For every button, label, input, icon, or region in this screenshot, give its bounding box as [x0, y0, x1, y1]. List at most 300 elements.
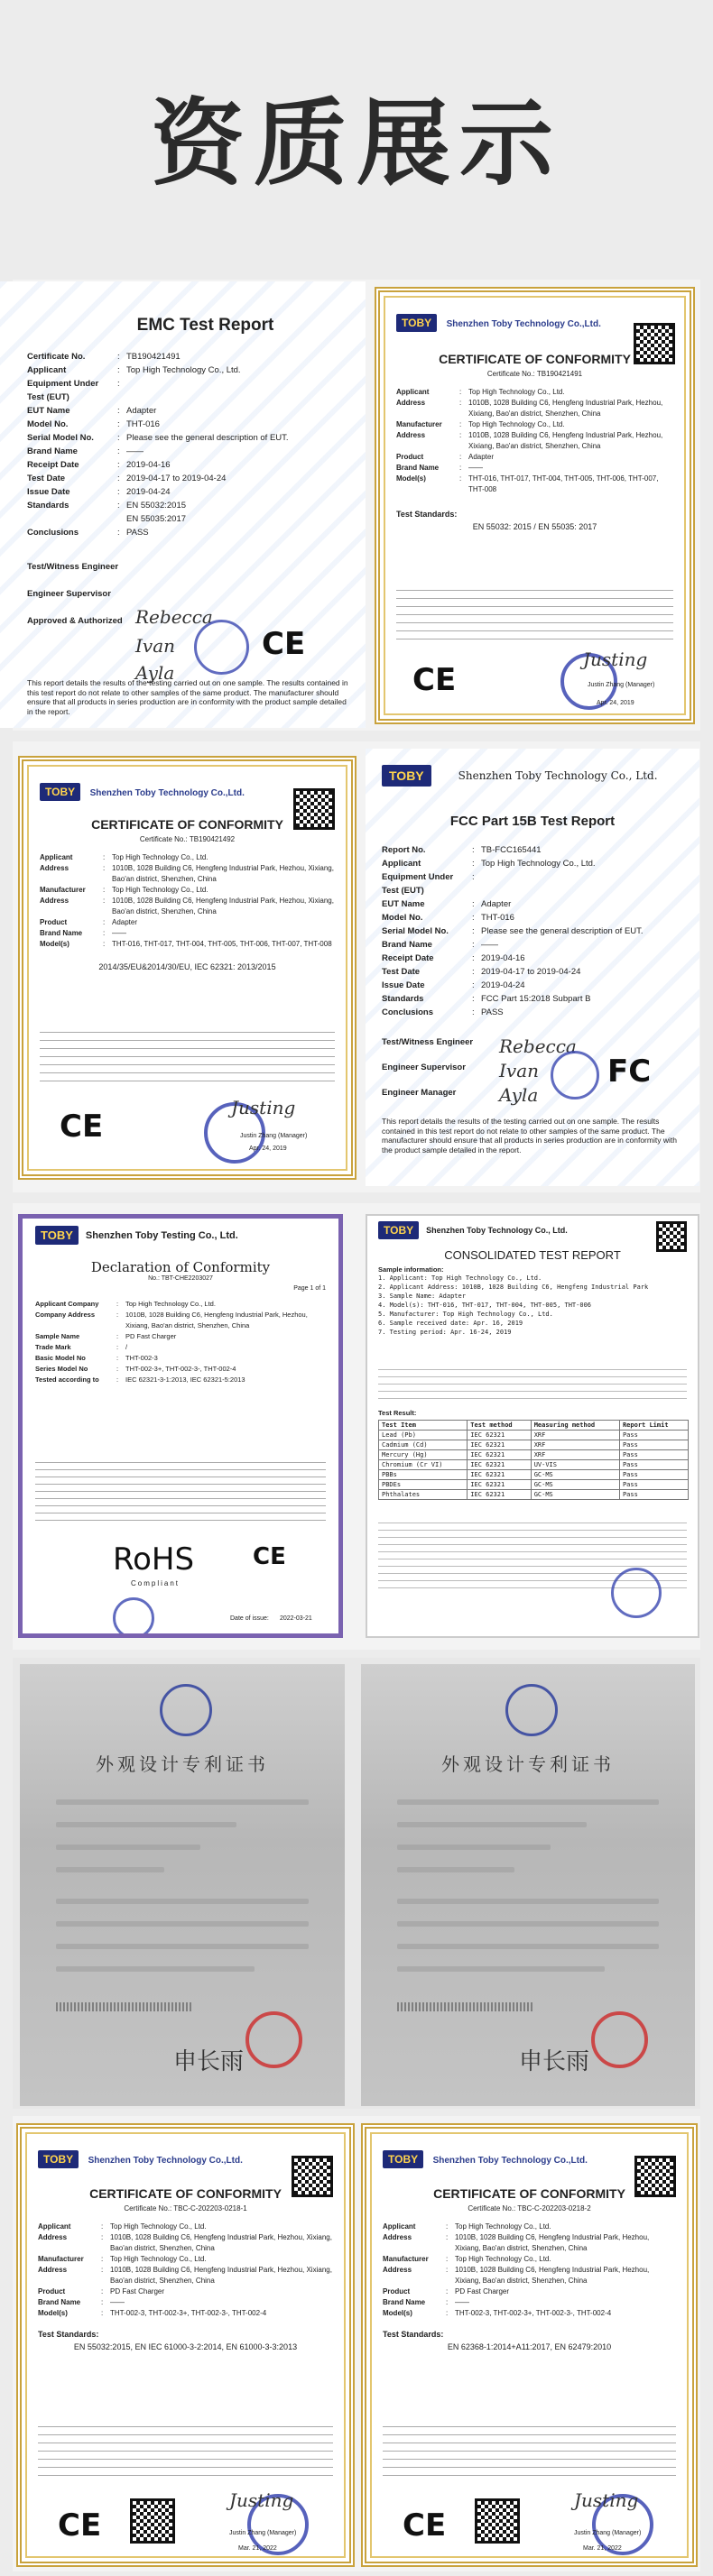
- field-row: [27, 512, 347, 526]
- doc-fields: [35, 1299, 326, 1385]
- field-row: Issue Date : 2019-04-24: [382, 979, 683, 992]
- coc-1-date: Apr. 24, 2019: [597, 700, 634, 706]
- coc-3-ce-mark: CE: [58, 2507, 102, 2544]
- field-row: Address : 1010B, 1028 Building C6, Hengfeng Industrial Park, Hezhou, Xixiang, Bao'an district, Shenzhen, China: [396, 398, 673, 419]
- field-row: EUT Name : Adapter: [27, 404, 347, 418]
- field-value: Adapter: [468, 453, 495, 461]
- table-cell: Mercury (Hg): [379, 1450, 468, 1460]
- toby-logo: TOBY: [40, 783, 80, 801]
- coc-1-signer: Justin Zhang (Manager): [588, 682, 655, 688]
- field-row: Model(s) : THT-002-3, THT-002-3+, THT-002-3-, THT-002-4: [38, 2308, 333, 2319]
- field-label: Brand Name: [40, 929, 83, 937]
- field-label: Brand Name: [27, 446, 78, 456]
- emc-seal: [194, 620, 249, 675]
- patent-2-line: [397, 1944, 659, 1949]
- field-row: Applicant : Top High Technology Co., Ltd.: [383, 2222, 676, 2232]
- ctr-title: CONSOLIDATED TEST REPORT: [444, 1248, 621, 1262]
- patent-2-line: [397, 1921, 659, 1927]
- table-cell: Pass: [619, 1480, 688, 1490]
- table-cell: UV-VIS: [531, 1460, 619, 1470]
- field-label: Model No.: [27, 419, 69, 429]
- field-label: Manufacturer: [396, 420, 442, 428]
- field-value: Adapter: [481, 899, 512, 909]
- field-label: Manufacturer: [383, 2255, 429, 2263]
- field-label: Address: [38, 2266, 68, 2274]
- field-label: Issue Date: [27, 487, 70, 497]
- field-value: THT-002-3, THT-002-3+, THT-002-3-, THT-002-4: [455, 2309, 612, 2317]
- field-label: Applicant: [382, 859, 421, 869]
- field-value: Top High Technology Co., Ltd.: [481, 859, 596, 869]
- coc-2-company: Shenzhen Toby Technology Co.,Ltd.: [89, 788, 245, 798]
- table-cell: XRF: [531, 1431, 619, 1440]
- qr-code: [292, 2156, 333, 2197]
- field-label: Address: [396, 399, 426, 407]
- coc-3-body-text: [38, 2426, 333, 2480]
- sample-line: 3. Sample Name: Adapter: [378, 1293, 466, 1300]
- field-value: THT-016, THT-017, THT-004, THT-005, THT-006, THT-007, THT-008: [468, 474, 659, 493]
- field-label: Applicant: [40, 853, 73, 861]
- emc-signature-1: Rebecca: [135, 606, 213, 628]
- emc-supervisor-label: Engineer Supervisor: [27, 589, 111, 599]
- coc-3: [16, 2123, 355, 2567]
- field-value: PASS: [481, 1007, 504, 1017]
- patent-2-line: [397, 1899, 659, 1904]
- field-row: Brand Name : ——: [396, 463, 673, 474]
- field-label: Product: [38, 2287, 66, 2295]
- doc-company: Shenzhen Toby Testing Co., Ltd.: [85, 1229, 238, 1241]
- field-value: Top High Technology Co., Ltd.: [112, 886, 208, 894]
- patent-2-barcode: [397, 2002, 532, 2011]
- field-label: Model(s): [38, 2309, 68, 2317]
- field-row: Product : Adapter: [40, 917, 335, 928]
- sample-line: 1. Applicant: Top High Technology Co., Ltd.: [378, 1274, 542, 1282]
- field-label: Brand Name: [383, 2298, 426, 2306]
- doc-date-label: Date of issue:: [230, 1615, 269, 1622]
- coc-1-ce-mark: CE: [412, 662, 457, 698]
- field-value: Top High Technology Co., Ltd.: [468, 420, 565, 428]
- field-row: Address : 1010B, 1028 Building C6, Hengfeng Industrial Park, Hezhou, Xixiang, Bao'an district, Shenzhen, China: [383, 2265, 676, 2286]
- coc-1-signature: Justing: [583, 649, 648, 670]
- table-header-row: [379, 1421, 689, 1431]
- field-label: Manufacturer: [38, 2255, 84, 2263]
- doc-date: 2022-03-21: [280, 1615, 312, 1622]
- toby-logo: TOBY: [38, 2150, 79, 2168]
- coc-1-title: CERTIFICATE OF CONFORMITY: [439, 352, 631, 366]
- table-cell: Pass: [619, 1431, 688, 1440]
- table-cell: IEC 62321: [468, 1460, 531, 1470]
- coc-2-signer: Justin Zhang (Manager): [240, 1133, 308, 1139]
- field-value: 1010B, 1028 Building C6, Hengfeng Industrial Park, Hezhou, Xixiang, Bao'an district, Shenzhen, China: [110, 2266, 332, 2285]
- field-row: Address : 1010B, 1028 Building C6, Hengfeng Industrial Park, Hezhou, Xixiang, Bao'an district, Shenzhen, China: [38, 2266, 332, 2285]
- coc-2-body-text: [40, 1032, 335, 1086]
- fcc-footer-text: This report details the results of the testing carried out on one sample. The results contained in this test report do not relate to other samples of the same product. The manufacturer should ensure that all products in series production are in conformity with the product sample detailed in the report.: [382, 1117, 677, 1155]
- emc-fields: [27, 350, 347, 539]
- table-row: [379, 1460, 689, 1470]
- fcc-fields: [382, 843, 683, 1019]
- field-row: Model(s) : THT-002-3, THT-002-3+, THT-002-3-, THT-002-4: [383, 2308, 676, 2319]
- coc-4: [361, 2123, 698, 2567]
- field-row: Brand Name : ——: [40, 928, 335, 939]
- field-value: Adapter: [112, 918, 138, 926]
- field-label: Brand Name: [38, 2298, 81, 2306]
- field-row: Receipt Date : 2019-04-16: [27, 458, 347, 472]
- coc-4-number: Certificate No.: TBC-C-202203-0218-2: [468, 2204, 591, 2213]
- emc-signature-2: Ivan: [135, 635, 176, 657]
- field-value: /: [125, 1343, 128, 1351]
- coc-4-date: Mar. 21, 2022: [583, 2545, 622, 2552]
- qr-code: [634, 2156, 676, 2197]
- coc-2-title: CERTIFICATE OF CONFORMITY: [91, 817, 283, 832]
- field-value: Please see the general description of EUT.: [481, 926, 644, 936]
- coc-4-title: CERTIFICATE OF CONFORMITY: [433, 2186, 625, 2201]
- page-title: 资质展示: [150, 88, 562, 198]
- sample-line: 4. Model(s): THT-016, THT-017, THT-004, THT-005, THT-006: [378, 1302, 592, 1309]
- ctr-sample-lines: [378, 1274, 687, 1337]
- field-value: THT-002-3: [125, 1354, 158, 1362]
- field-value: 1010B, 1028 Building C6, Hengfeng Industrial Park, Hezhou, Xixiang, Bao'an district, Shenzhen, China: [468, 431, 663, 450]
- table-header-cell: Test method: [468, 1421, 531, 1431]
- field-label: Equipment Under Test (EUT): [382, 872, 454, 896]
- emc-tester-label: Test/Witness Engineer: [27, 562, 119, 572]
- field-row: Applicant : Top High Technology Co., Ltd.: [40, 852, 335, 863]
- patent-emblem: [505, 1684, 558, 1736]
- field-label: Serial Model No.: [27, 433, 94, 443]
- field-row: Issue Date : 2019-04-24: [27, 485, 347, 499]
- field-value: 2019-04-24: [126, 487, 171, 497]
- table-cell: Pass: [619, 1470, 688, 1480]
- field-row: Model No. : THT-016: [27, 418, 347, 431]
- field-value: 2019-04-24: [481, 980, 525, 990]
- field-row: Conclusions : PASS: [382, 1006, 683, 1019]
- field-label: Report No.: [382, 845, 426, 855]
- ctr-sample-label: Sample information:: [378, 1265, 444, 1274]
- emc-footer-text: This report details the results of the testing carried out on one sample. The results contained in this test report do not relate to other samples of the same product. The manufacturer should ensure that all products in series production are in conformity with the product sample detailed in the report.: [27, 678, 348, 716]
- field-row: Company Address : 1010B, 1028 Building C6, Hengfeng Industrial Park, Hezhou, Xixiang, Bao'an district, Shenzhen, China: [35, 1310, 326, 1331]
- field-row: Trade Mark : /: [35, 1342, 326, 1353]
- coc-2-ce-mark: CE: [60, 1109, 104, 1145]
- doc-seal: [113, 1597, 154, 1638]
- field-row: Manufacturer : Top High Technology Co., Ltd.: [396, 419, 673, 430]
- table-header-cell: Report Limit: [619, 1421, 688, 1431]
- patent-2-signature: 申长雨: [519, 2048, 590, 2075]
- patent-2-red-seal: [591, 2011, 648, 2068]
- fcc-signature-2: Ivan: [499, 1060, 540, 1081]
- ctr-test-result-label: Test Result:: [378, 1409, 417, 1417]
- field-label: Standards: [27, 501, 69, 511]
- coc-1-company: Shenzhen Toby Technology Co.,Ltd.: [446, 319, 601, 329]
- field-label: Address: [38, 2233, 68, 2241]
- coc-3-number: Certificate No.: TBC-C-202203-0218-1: [124, 2204, 247, 2213]
- field-value: Top High Technology Co., Ltd.: [110, 2222, 207, 2231]
- field-row: Certificate No. : TB190421491: [27, 350, 347, 363]
- field-value: Top High Technology Co., Ltd.: [110, 2255, 207, 2263]
- field-row: Applicant Company : Top High Technology Co., Ltd.: [35, 1299, 326, 1310]
- field-label: Series Model No: [35, 1365, 88, 1373]
- toby-logo: TOBY: [378, 1221, 419, 1239]
- field-value: THT-016: [481, 913, 514, 923]
- table-row: [379, 1480, 689, 1490]
- coc-2-date: Apr. 24, 2019: [249, 1145, 287, 1152]
- field-value: 2019-04-17 to 2019-04-24: [481, 967, 581, 977]
- table-row: [379, 1450, 689, 1460]
- field-label: Certificate No.: [27, 352, 86, 362]
- field-row: Basic Model No : THT-002-3: [35, 1353, 326, 1364]
- table-cell: Phthalates: [379, 1490, 468, 1500]
- coc-4-body-text: [383, 2426, 676, 2480]
- field-label: Conclusions: [382, 1007, 434, 1017]
- field-label: Brand Name: [382, 940, 432, 950]
- ctr-company: Shenzhen Toby Technology Co., Ltd.: [426, 1226, 568, 1235]
- coc-4-signature: Justing: [574, 2489, 639, 2511]
- coc-3-standards-label: Test Standards:: [38, 2330, 99, 2339]
- table-row: [379, 1470, 689, 1480]
- field-label: Equipment Under Test (EUT): [27, 379, 99, 402]
- doc-rohs-sub: Compliant: [131, 1579, 181, 1587]
- patent-2-line: [397, 1867, 514, 1872]
- fcc-signature-3: Ayla: [499, 1084, 539, 1106]
- field-label: Applicant: [383, 2222, 416, 2231]
- patent-1-line: [56, 1822, 236, 1827]
- field-label: Applicant: [27, 365, 67, 375]
- field-label: Conclusions: [27, 528, 79, 538]
- field-value: THT-002-3, THT-002-3+, THT-002-3-, THT-002-4: [110, 2309, 267, 2317]
- field-value: ——: [112, 929, 126, 937]
- patent-1-line: [56, 1899, 309, 1904]
- field-value: 1010B, 1028 Building C6, Hengfeng Industrial Park, Hezhou, Xixiang, Bao'an district, Shenzhen, China: [125, 1311, 308, 1329]
- sample-line: 6. Sample received date: Apr. 16, 2019: [378, 1320, 523, 1327]
- field-row: Sample Name : PD Fast Charger: [35, 1331, 326, 1342]
- doc-logo: TOBY: [35, 1226, 79, 1245]
- emc-signature-3: Ayla: [135, 662, 175, 684]
- field-value: 1010B, 1028 Building C6, Hengfeng Industrial Park, Hezhou, Xixiang, Bao'an district, Shenzhen, China: [112, 864, 334, 883]
- field-row: Applicant : Top High Technology Co., Ltd.: [382, 857, 683, 870]
- emc-ce-mark: CE: [262, 626, 306, 662]
- table-cell: Cadmium (Cd): [379, 1440, 468, 1450]
- field-value: PD Fast Charger: [125, 1332, 177, 1340]
- field-label: Test Date: [27, 474, 66, 483]
- field-label: Product: [40, 918, 68, 926]
- field-value: ——: [126, 446, 144, 456]
- field-row: Product : PD Fast Charger: [383, 2286, 676, 2297]
- table-cell: XRF: [531, 1450, 619, 1460]
- patent-2-title: 外观设计专利证书: [441, 1753, 615, 1775]
- patent-1-line: [56, 1921, 309, 1927]
- table-row: [379, 1440, 689, 1450]
- field-row: Serial Model No. : Please see the general description of EUT.: [382, 925, 683, 938]
- field-row: Report No. : TB-FCC165441: [382, 843, 683, 857]
- field-row: EUT Name : Adapter: [382, 897, 683, 911]
- field-label: Receipt Date: [27, 460, 79, 470]
- qr-code: [293, 788, 335, 830]
- table-cell: Chromium (Cr VI): [379, 1460, 468, 1470]
- fcc-tester-label: Test/Witness Engineer: [382, 1037, 474, 1047]
- sample-line: 5. Manufacturer: Top High Technology Co., Ltd.: [378, 1311, 553, 1318]
- fcc-supervisor-label: Engineer Supervisor: [382, 1063, 466, 1072]
- field-label: [27, 512, 117, 526]
- table-cell: IEC 62321: [468, 1480, 531, 1490]
- fcc-logo: TOBY: [382, 765, 431, 787]
- coc-3-company: Shenzhen Toby Technology Co.,Ltd.: [88, 2156, 243, 2166]
- patent-1-title: 外观设计专利证书: [96, 1753, 269, 1775]
- table-cell: XRF: [531, 1440, 619, 1450]
- fcc-signature-1: Rebecca: [499, 1035, 577, 1057]
- field-value: Top High Technology Co., Ltd.: [455, 2222, 551, 2231]
- table-cell: Pass: [619, 1490, 688, 1500]
- field-label: EUT Name: [382, 899, 425, 909]
- patent-1-line: [56, 1845, 200, 1850]
- field-value: ——: [468, 464, 483, 472]
- coc-3-signer: Justin Zhang (Manager): [229, 2530, 297, 2536]
- field-label: Serial Model No.: [382, 926, 449, 936]
- coc-1-standards: EN 55032: 2015 / EN 55035: 2017: [472, 522, 597, 531]
- field-value: Top High Technology Co., Ltd.: [468, 388, 565, 396]
- coc-1-body-text: [396, 590, 673, 644]
- field-value: THT-016: [126, 419, 160, 429]
- field-value: THT-002-3+, THT-002-3-, THT-002-4: [125, 1365, 236, 1373]
- coc-3-qr-code: [130, 2498, 175, 2544]
- declaration-of-conformity: [18, 1214, 343, 1638]
- doc-rohs-mark: RoHS: [113, 1541, 195, 1578]
- field-label: Model(s): [396, 474, 426, 483]
- field-label: Brand Name: [396, 464, 440, 472]
- coc-3-date: Mar. 21, 2022: [238, 2545, 277, 2552]
- table-cell: Pass: [619, 1460, 688, 1470]
- field-label: Address: [40, 897, 69, 905]
- field-row: Manufacturer : Top High Technology Co., Ltd.: [38, 2254, 333, 2265]
- field-value: 2019-04-16: [481, 953, 525, 963]
- field-label: Address: [383, 2266, 412, 2274]
- field-row: Manufacturer : Top High Technology Co., Ltd.: [40, 885, 335, 896]
- field-label: Applicant: [38, 2222, 71, 2231]
- field-row: Address : 1010B, 1028 Building C6, Hengfeng Industrial Park, Hezhou, Xixiang, Bao'an district, Shenzhen, China: [396, 430, 673, 452]
- sample-line: 2. Applicant Address: 1010B, 1028 Building C6, Hengfeng Industrial Park: [378, 1283, 649, 1291]
- field-row: Standards : EN 55032:2015: [27, 499, 347, 512]
- table-cell: IEC 62321: [468, 1490, 531, 1500]
- coc-4-standards: EN 62368-1:2014+A11:2017, EN 62479:2010: [447, 2342, 612, 2351]
- patent-1-line: [56, 1799, 309, 1805]
- field-row: Equipment Under Test (EUT) :: [27, 377, 347, 404]
- fcc-test-report: [366, 749, 699, 1186]
- field-label: Standards: [382, 994, 424, 1004]
- field-value: ——: [481, 940, 498, 950]
- coc-2-standards: 2014/35/EU&2014/30/EU, IEC 62321: 2013/2015: [98, 962, 276, 971]
- field-value: Please see the general description of EUT.: [126, 433, 289, 443]
- field-value: Top High Technology Co., Ltd.: [125, 1300, 216, 1308]
- fcc-fc-mark: FC: [607, 1053, 652, 1090]
- field-value: EN 55035:2017: [126, 514, 187, 524]
- coc-3-standards: EN 55032:2015, EN IEC 61000-3-2:2014, EN 61000-3-3:2013: [73, 2342, 298, 2351]
- table-cell: Pass: [619, 1440, 688, 1450]
- coc-4-qr-code: [475, 2498, 520, 2544]
- consolidated-test-report: [366, 1214, 699, 1638]
- field-value: Top High Technology Co., Ltd.: [112, 853, 208, 861]
- field-label: Test Date: [382, 967, 421, 977]
- fcc-company: Shenzhen Toby Technology Co., Ltd.: [458, 769, 658, 782]
- table-cell: IEC 62321: [468, 1431, 531, 1440]
- table-cell: IEC 62321: [468, 1440, 531, 1450]
- field-row: Model(s) : THT-016, THT-017, THT-004, THT-005, THT-006, THT-007, THT-008: [40, 939, 335, 950]
- field-label: Product: [396, 453, 424, 461]
- coc-1: [375, 287, 695, 724]
- field-label: Sample Name: [35, 1332, 80, 1340]
- field-label: Applicant Company: [35, 1300, 99, 1308]
- doc-ce-mark: CE: [253, 1543, 286, 1570]
- table-row: [379, 1431, 689, 1440]
- field-label: Receipt Date: [382, 953, 434, 963]
- patent-1-line: [56, 1867, 164, 1872]
- toby-logo: TOBY: [396, 314, 437, 332]
- field-label: Product: [383, 2287, 411, 2295]
- coc-4-ce-mark: CE: [403, 2507, 447, 2544]
- qr-code: [634, 323, 675, 364]
- sample-line: 7. Testing period: Apr. 16-24, 2019: [378, 1329, 512, 1336]
- field-row: Series Model No : THT-002-3+, THT-002-3-, THT-002-4: [35, 1364, 326, 1375]
- field-row: Standards : FCC Part 15:2018 Subpart B: [382, 992, 683, 1006]
- field-value: ——: [455, 2298, 469, 2306]
- field-row: Test Date : 2019-04-17 to 2019-04-24: [27, 472, 347, 485]
- table-cell: Pass: [619, 1450, 688, 1460]
- field-row: Applicant : Top High Technology Co., Ltd.: [27, 363, 347, 377]
- field-value: PD Fast Charger: [455, 2287, 510, 2295]
- field-row: Address : 1010B, 1028 Building C6, Hengfeng Industrial Park, Hezhou, Xixiang, Bao'an district, Shenzhen, China: [40, 864, 334, 883]
- field-value: 1010B, 1028 Building C6, Hengfeng Industrial Park, Hezhou, Xixiang, Bao'an district, Shenzhen, China: [455, 2233, 650, 2252]
- field-label: Model No.: [382, 913, 423, 923]
- field-label: Applicant: [396, 388, 430, 396]
- table-header-cell: Test Item: [379, 1421, 468, 1431]
- field-row: Applicant : Top High Technology Co., Ltd.: [38, 2222, 333, 2232]
- doc-page: Page 1 of 1: [293, 1285, 326, 1292]
- field-row: Tested according to : IEC 62321-3-1:2013, IEC 62321-5:2013: [35, 1375, 326, 1385]
- toby-logo: TOBY: [383, 2150, 423, 2168]
- table-cell: PBBs: [379, 1470, 468, 1480]
- patent-2-line: [397, 1822, 587, 1827]
- table-row: [379, 1490, 689, 1500]
- field-row: Brand Name : ——: [38, 2297, 333, 2308]
- field-row: Conclusions : PASS: [27, 526, 347, 539]
- coc-4-standards-label: Test Standards:: [383, 2330, 444, 2339]
- patent-1-red-seal: [245, 2011, 302, 2068]
- field-label: Basic Model No: [35, 1354, 86, 1362]
- field-row: Brand Name : ——: [27, 445, 347, 458]
- field-row: Address : 1010B, 1028 Building C6, Hengfeng Industrial Park, Hezhou, Xixiang, Bao'an district, Shenzhen, China: [383, 2232, 676, 2254]
- field-row: Equipment Under Test (EUT) :: [382, 870, 683, 897]
- field-value: 2019-04-16: [126, 460, 171, 470]
- coc-2-signature: Justing: [231, 1097, 296, 1118]
- page-header: [0, 0, 713, 271]
- doc-number: No.: TBT-CHE2203027: [148, 1275, 213, 1282]
- fcc-manager-label: Engineer Manager: [382, 1088, 457, 1098]
- emc-title: EMC Test Report: [136, 316, 274, 335]
- qr-code: [656, 1221, 687, 1252]
- patent-2-line: [397, 1845, 551, 1850]
- table-cell: GC-MS: [531, 1470, 619, 1480]
- field-label: Tested according to: [35, 1375, 99, 1384]
- field-value: THT-016, THT-017, THT-004, THT-005, THT-006, THT-007, THT-008: [112, 940, 332, 948]
- field-value: 2019-04-17 to 2019-04-24: [126, 474, 227, 483]
- field-row: Serial Model No. : Please see the general description of EUT.: [27, 431, 347, 445]
- coc-1-number: Certificate No.: TB190421491: [486, 370, 583, 378]
- field-label: EUT Name: [27, 406, 70, 416]
- field-value: TB-FCC165441: [481, 845, 542, 855]
- doc-title: Declaration of Conformity: [90, 1259, 271, 1275]
- field-value: Top High Technology Co., Ltd.: [455, 2255, 551, 2263]
- coc-3-signature: Justing: [229, 2489, 294, 2511]
- field-label: Address: [383, 2233, 412, 2241]
- field-value: 1010B, 1028 Building C6, Hengfeng Industrial Park, Hezhou, Xixiang, Bao'an district, Shenzhen, China: [112, 897, 334, 915]
- field-label: Address: [40, 864, 69, 872]
- coc-2-number: Certificate No.: TB190421492: [139, 835, 236, 843]
- patent-certificate-1: [20, 1664, 345, 2106]
